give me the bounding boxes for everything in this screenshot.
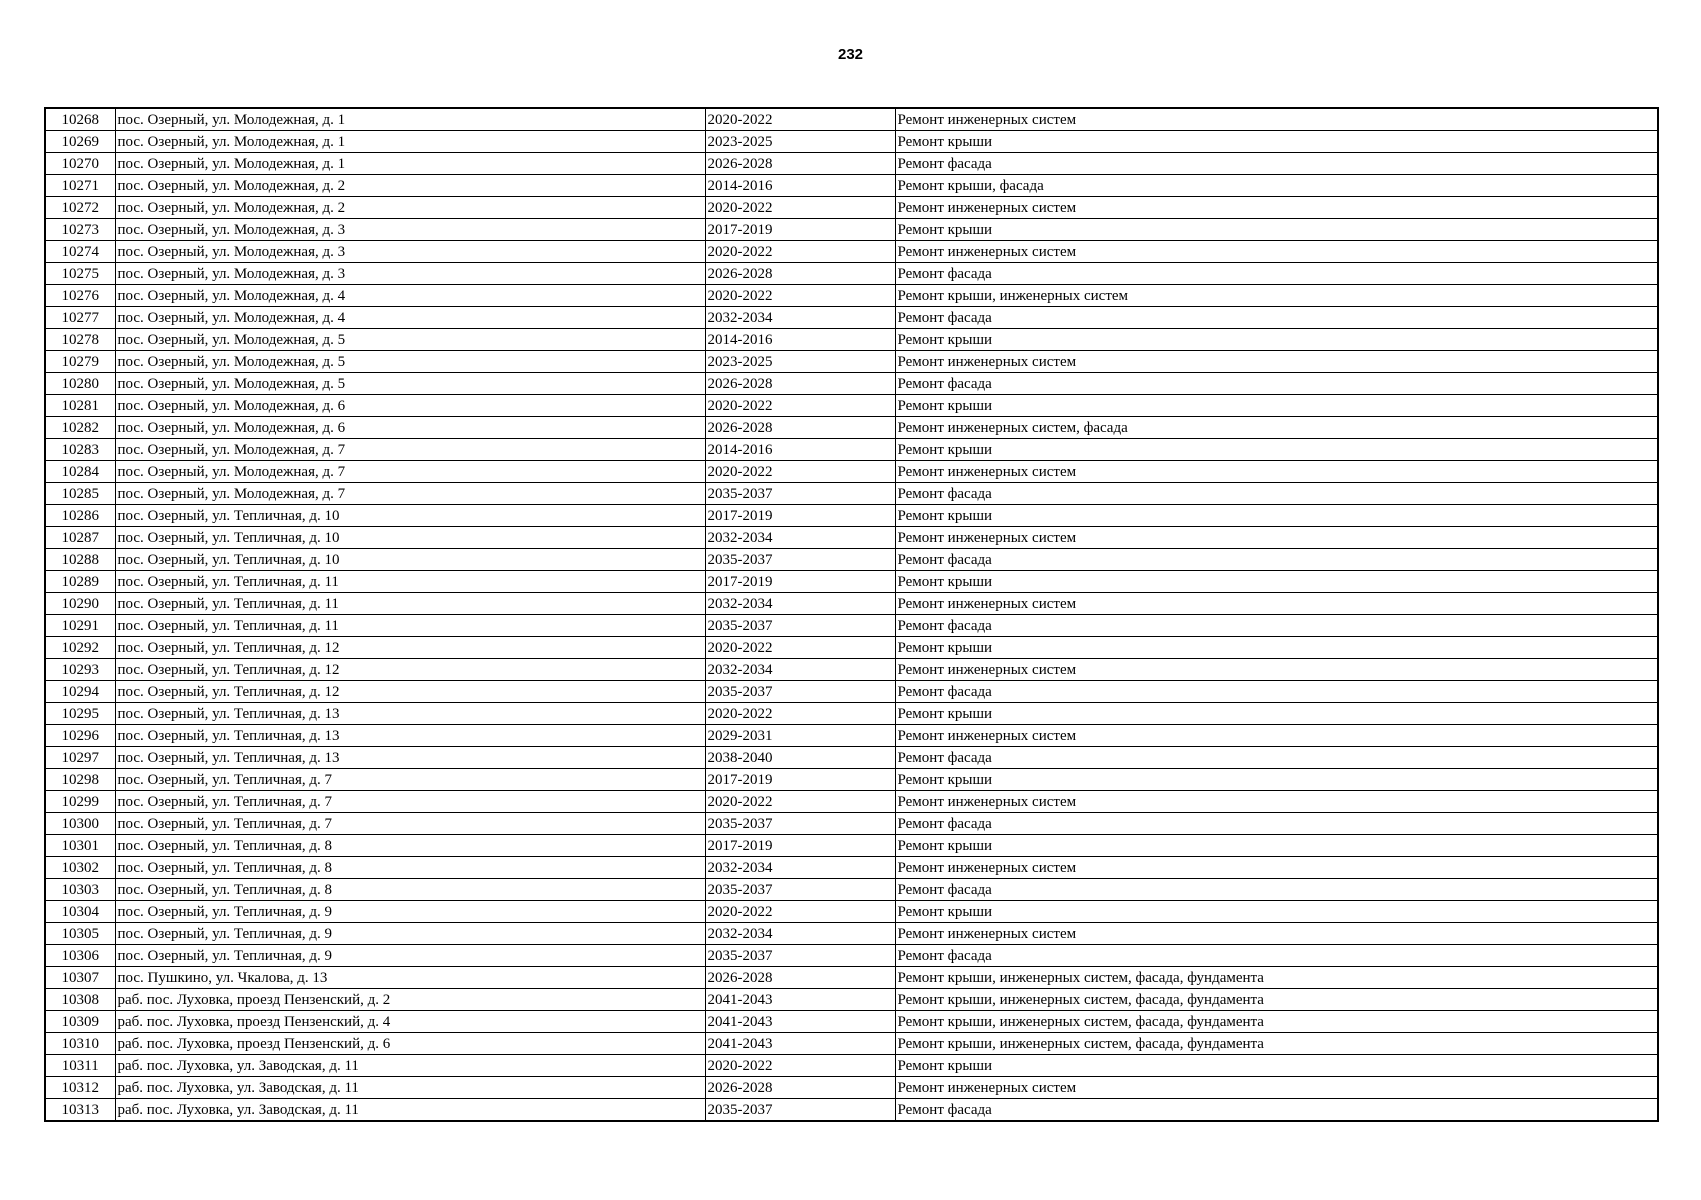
work-type-cell: Ремонт инженерных систем xyxy=(895,351,1658,373)
address-cell: пос. Озерный, ул. Тепличная, д. 8 xyxy=(115,835,705,857)
address-cell: пос. Озерный, ул. Тепличная, д. 7 xyxy=(115,769,705,791)
period-cell: 2023-2025 xyxy=(705,351,895,373)
table-row xyxy=(45,219,1658,241)
table-row xyxy=(45,1099,1658,1122)
table-row xyxy=(45,108,1658,131)
table-row xyxy=(45,791,1658,813)
address-cell: пос. Озерный, ул. Молодежная, д. 6 xyxy=(115,395,705,417)
repair-schedule-table xyxy=(44,107,1659,1122)
row-number-cell: 10272 xyxy=(45,197,115,219)
period-cell: 2014-2016 xyxy=(705,329,895,351)
work-type-cell: Ремонт фасада xyxy=(895,263,1658,285)
period-cell: 2035-2037 xyxy=(705,813,895,835)
work-type-cell: Ремонт фасада xyxy=(895,945,1658,967)
work-type-cell: Ремонт фасада xyxy=(895,483,1658,505)
table-row xyxy=(45,945,1658,967)
period-cell: 2026-2028 xyxy=(705,153,895,175)
work-type-cell: Ремонт фасада xyxy=(895,307,1658,329)
row-number-cell: 10312 xyxy=(45,1077,115,1099)
period-cell: 2026-2028 xyxy=(705,1077,895,1099)
row-number-cell: 10287 xyxy=(45,527,115,549)
work-type-cell: Ремонт фасада xyxy=(895,153,1658,175)
table-row xyxy=(45,1077,1658,1099)
table-row xyxy=(45,593,1658,615)
period-cell: 2035-2037 xyxy=(705,945,895,967)
work-type-cell: Ремонт крыши xyxy=(895,395,1658,417)
row-number-cell: 10271 xyxy=(45,175,115,197)
period-cell: 2020-2022 xyxy=(705,703,895,725)
table-row xyxy=(45,549,1658,571)
address-cell: раб. пос. Луховка, проезд Пензенский, д. 6 xyxy=(115,1033,705,1055)
period-cell: 2035-2037 xyxy=(705,1099,895,1122)
address-cell: пос. Озерный, ул. Тепличная, д. 9 xyxy=(115,945,705,967)
work-type-cell: Ремонт фасада xyxy=(895,747,1658,769)
address-cell: раб. пос. Луховка, проезд Пензенский, д. 4 xyxy=(115,1011,705,1033)
work-type-cell: Ремонт крыши, инженерных систем, фасада, фундамента xyxy=(895,989,1658,1011)
work-type-cell: Ремонт крыши, инженерных систем, фасада, фундамента xyxy=(895,1033,1658,1055)
address-cell: пос. Озерный, ул. Молодежная, д. 1 xyxy=(115,131,705,153)
period-cell: 2014-2016 xyxy=(705,175,895,197)
period-cell: 2038-2040 xyxy=(705,747,895,769)
period-cell: 2035-2037 xyxy=(705,615,895,637)
address-cell: пос. Озерный, ул. Тепличная, д. 10 xyxy=(115,549,705,571)
work-type-cell: Ремонт крыши xyxy=(895,637,1658,659)
address-cell: пос. Озерный, ул. Молодежная, д. 5 xyxy=(115,329,705,351)
row-number-cell: 10299 xyxy=(45,791,115,813)
row-number-cell: 10274 xyxy=(45,241,115,263)
table-row xyxy=(45,835,1658,857)
period-cell: 2020-2022 xyxy=(705,241,895,263)
period-cell: 2017-2019 xyxy=(705,769,895,791)
address-cell: пос. Озерный, ул. Тепличная, д. 10 xyxy=(115,527,705,549)
period-cell: 2017-2019 xyxy=(705,835,895,857)
address-cell: раб. пос. Луховка, ул. Заводская, д. 11 xyxy=(115,1055,705,1077)
row-number-cell: 10296 xyxy=(45,725,115,747)
table-body xyxy=(45,108,1658,1121)
table-row xyxy=(45,615,1658,637)
table-row xyxy=(45,395,1658,417)
row-number-cell: 10305 xyxy=(45,923,115,945)
address-cell: раб. пос. Луховка, ул. Заводская, д. 11 xyxy=(115,1099,705,1122)
table-row xyxy=(45,659,1658,681)
table-row xyxy=(45,483,1658,505)
period-cell: 2032-2034 xyxy=(705,593,895,615)
table-row xyxy=(45,901,1658,923)
table-row xyxy=(45,1055,1658,1077)
page-number: 232 xyxy=(837,46,864,63)
row-number-cell: 10301 xyxy=(45,835,115,857)
table-row xyxy=(45,417,1658,439)
row-number-cell: 10291 xyxy=(45,615,115,637)
work-type-cell: Ремонт крыши xyxy=(895,131,1658,153)
table-row xyxy=(45,307,1658,329)
address-cell: пос. Озерный, ул. Молодежная, д. 3 xyxy=(115,241,705,263)
row-number-cell: 10276 xyxy=(45,285,115,307)
row-number-cell: 10283 xyxy=(45,439,115,461)
table-row xyxy=(45,967,1658,989)
table-row xyxy=(45,241,1658,263)
address-cell: пос. Озерный, ул. Тепличная, д. 8 xyxy=(115,857,705,879)
row-number-cell: 10268 xyxy=(45,108,115,131)
row-number-cell: 10277 xyxy=(45,307,115,329)
address-cell: пос. Озерный, ул. Молодежная, д. 2 xyxy=(115,175,705,197)
address-cell: пос. Озерный, ул. Тепличная, д. 8 xyxy=(115,879,705,901)
period-cell: 2014-2016 xyxy=(705,439,895,461)
period-cell: 2020-2022 xyxy=(705,108,895,131)
work-type-cell: Ремонт инженерных систем xyxy=(895,108,1658,131)
table-row xyxy=(45,703,1658,725)
row-number-cell: 10289 xyxy=(45,571,115,593)
row-number-cell: 10290 xyxy=(45,593,115,615)
period-cell: 2023-2025 xyxy=(705,131,895,153)
row-number-cell: 10295 xyxy=(45,703,115,725)
table-row xyxy=(45,923,1658,945)
work-type-cell: Ремонт инженерных систем xyxy=(895,659,1658,681)
address-cell: пос. Озерный, ул. Молодежная, д. 4 xyxy=(115,285,705,307)
table-row xyxy=(45,263,1658,285)
work-type-cell: Ремонт крыши xyxy=(895,329,1658,351)
address-cell: пос. Озерный, ул. Тепличная, д. 12 xyxy=(115,637,705,659)
work-type-cell: Ремонт крыши xyxy=(895,703,1658,725)
period-cell: 2017-2019 xyxy=(705,571,895,593)
row-number-cell: 10292 xyxy=(45,637,115,659)
table-row xyxy=(45,1011,1658,1033)
period-cell: 2041-2043 xyxy=(705,1011,895,1033)
work-type-cell: Ремонт фасада xyxy=(895,879,1658,901)
period-cell: 2020-2022 xyxy=(705,197,895,219)
work-type-cell: Ремонт инженерных систем xyxy=(895,791,1658,813)
period-cell: 2035-2037 xyxy=(705,483,895,505)
work-type-cell: Ремонт инженерных систем xyxy=(895,241,1658,263)
period-cell: 2020-2022 xyxy=(705,285,895,307)
table-row xyxy=(45,131,1658,153)
period-cell: 2026-2028 xyxy=(705,263,895,285)
address-cell: пос. Озерный, ул. Тепличная, д. 13 xyxy=(115,725,705,747)
work-type-cell: Ремонт инженерных систем xyxy=(895,1077,1658,1099)
row-number-cell: 10286 xyxy=(45,505,115,527)
period-cell: 2029-2031 xyxy=(705,725,895,747)
work-type-cell: Ремонт крыши, фасада xyxy=(895,175,1658,197)
row-number-cell: 10308 xyxy=(45,989,115,1011)
table-row xyxy=(45,1033,1658,1055)
work-type-cell: Ремонт крыши xyxy=(895,219,1658,241)
work-type-cell: Ремонт инженерных систем xyxy=(895,725,1658,747)
period-cell: 2035-2037 xyxy=(705,681,895,703)
period-cell: 2032-2034 xyxy=(705,923,895,945)
period-cell: 2017-2019 xyxy=(705,219,895,241)
row-number-cell: 10313 xyxy=(45,1099,115,1122)
address-cell: пос. Пушкино, ул. Чкалова, д. 13 xyxy=(115,967,705,989)
table-row xyxy=(45,571,1658,593)
work-type-cell: Ремонт крыши, инженерных систем, фасада, фундамента xyxy=(895,967,1658,989)
work-type-cell: Ремонт фасада xyxy=(895,813,1658,835)
row-number-cell: 10285 xyxy=(45,483,115,505)
period-cell: 2035-2037 xyxy=(705,879,895,901)
table-row xyxy=(45,681,1658,703)
address-cell: пос. Озерный, ул. Молодежная, д. 7 xyxy=(115,483,705,505)
row-number-cell: 10300 xyxy=(45,813,115,835)
address-cell: пос. Озерный, ул. Тепличная, д. 7 xyxy=(115,791,705,813)
address-cell: пос. Озерный, ул. Тепличная, д. 11 xyxy=(115,615,705,637)
row-number-cell: 10298 xyxy=(45,769,115,791)
work-type-cell: Ремонт инженерных систем xyxy=(895,593,1658,615)
row-number-cell: 10302 xyxy=(45,857,115,879)
row-number-cell: 10284 xyxy=(45,461,115,483)
work-type-cell: Ремонт фасада xyxy=(895,681,1658,703)
table-row xyxy=(45,153,1658,175)
table-row xyxy=(45,373,1658,395)
period-cell: 2026-2028 xyxy=(705,967,895,989)
address-cell: раб. пос. Луховка, проезд Пензенский, д. 2 xyxy=(115,989,705,1011)
table-row xyxy=(45,527,1658,549)
table-row xyxy=(45,989,1658,1011)
row-number-cell: 10280 xyxy=(45,373,115,395)
row-number-cell: 10306 xyxy=(45,945,115,967)
address-cell: пос. Озерный, ул. Молодежная, д. 1 xyxy=(115,108,705,131)
period-cell: 2032-2034 xyxy=(705,857,895,879)
work-type-cell: Ремонт инженерных систем xyxy=(895,197,1658,219)
address-cell: пос. Озерный, ул. Молодежная, д. 1 xyxy=(115,153,705,175)
work-type-cell: Ремонт крыши, инженерных систем xyxy=(895,285,1658,307)
row-number-cell: 10307 xyxy=(45,967,115,989)
period-cell: 2020-2022 xyxy=(705,461,895,483)
period-cell: 2020-2022 xyxy=(705,901,895,923)
table-row xyxy=(45,879,1658,901)
period-cell: 2020-2022 xyxy=(705,395,895,417)
row-number-cell: 10273 xyxy=(45,219,115,241)
work-type-cell: Ремонт крыши xyxy=(895,1055,1658,1077)
address-cell: раб. пос. Луховка, ул. Заводская, д. 11 xyxy=(115,1077,705,1099)
period-cell: 2020-2022 xyxy=(705,791,895,813)
address-cell: пос. Озерный, ул. Тепличная, д. 11 xyxy=(115,593,705,615)
period-cell: 2020-2022 xyxy=(705,1055,895,1077)
work-type-cell: Ремонт крыши xyxy=(895,901,1658,923)
table-row xyxy=(45,747,1658,769)
period-cell: 2017-2019 xyxy=(705,505,895,527)
table-row xyxy=(45,813,1658,835)
work-type-cell: Ремонт крыши xyxy=(895,439,1658,461)
table-row xyxy=(45,769,1658,791)
table-row xyxy=(45,637,1658,659)
row-number-cell: 10293 xyxy=(45,659,115,681)
work-type-cell: Ремонт инженерных систем xyxy=(895,461,1658,483)
row-number-cell: 10278 xyxy=(45,329,115,351)
work-type-cell: Ремонт инженерных систем xyxy=(895,923,1658,945)
table-row xyxy=(45,197,1658,219)
work-type-cell: Ремонт фасада xyxy=(895,549,1658,571)
period-cell: 2041-2043 xyxy=(705,1033,895,1055)
table-row xyxy=(45,461,1658,483)
work-type-cell: Ремонт фасада xyxy=(895,1099,1658,1122)
address-cell: пос. Озерный, ул. Молодежная, д. 5 xyxy=(115,373,705,395)
table-row xyxy=(45,505,1658,527)
work-type-cell: Ремонт инженерных систем xyxy=(895,857,1658,879)
work-type-cell: Ремонт крыши xyxy=(895,505,1658,527)
period-cell: 2026-2028 xyxy=(705,373,895,395)
row-number-cell: 10275 xyxy=(45,263,115,285)
period-cell: 2032-2034 xyxy=(705,527,895,549)
period-cell: 2041-2043 xyxy=(705,989,895,1011)
address-cell: пос. Озерный, ул. Тепличная, д. 10 xyxy=(115,505,705,527)
period-cell: 2026-2028 xyxy=(705,417,895,439)
row-number-cell: 10282 xyxy=(45,417,115,439)
table-row xyxy=(45,285,1658,307)
table-row xyxy=(45,329,1658,351)
period-cell: 2032-2034 xyxy=(705,659,895,681)
row-number-cell: 10279 xyxy=(45,351,115,373)
table-row xyxy=(45,175,1658,197)
row-number-cell: 10288 xyxy=(45,549,115,571)
work-type-cell: Ремонт инженерных систем xyxy=(895,527,1658,549)
address-cell: пос. Озерный, ул. Молодежная, д. 4 xyxy=(115,307,705,329)
table-row xyxy=(45,857,1658,879)
address-cell: пос. Озерный, ул. Тепличная, д. 13 xyxy=(115,703,705,725)
row-number-cell: 10270 xyxy=(45,153,115,175)
row-number-cell: 10269 xyxy=(45,131,115,153)
address-cell: пос. Озерный, ул. Тепличная, д. 11 xyxy=(115,571,705,593)
table-row xyxy=(45,725,1658,747)
address-cell: пос. Озерный, ул. Молодежная, д. 7 xyxy=(115,439,705,461)
row-number-cell: 10294 xyxy=(45,681,115,703)
period-cell: 2020-2022 xyxy=(705,637,895,659)
address-cell: пос. Озерный, ул. Молодежная, д. 5 xyxy=(115,351,705,373)
address-cell: пос. Озерный, ул. Тепличная, д. 12 xyxy=(115,681,705,703)
address-cell: пос. Озерный, ул. Тепличная, д. 9 xyxy=(115,901,705,923)
period-cell: 2035-2037 xyxy=(705,549,895,571)
period-cell: 2032-2034 xyxy=(705,307,895,329)
address-cell: пос. Озерный, ул. Молодежная, д. 6 xyxy=(115,417,705,439)
work-type-cell: Ремонт крыши, инженерных систем, фасада, фундамента xyxy=(895,1011,1658,1033)
table-row xyxy=(45,439,1658,461)
address-cell: пос. Озерный, ул. Тепличная, д. 13 xyxy=(115,747,705,769)
address-cell: пос. Озерный, ул. Молодежная, д. 3 xyxy=(115,219,705,241)
address-cell: пос. Озерный, ул. Молодежная, д. 7 xyxy=(115,461,705,483)
work-type-cell: Ремонт фасада xyxy=(895,373,1658,395)
address-cell: пос. Озерный, ул. Тепличная, д. 7 xyxy=(115,813,705,835)
work-type-cell: Ремонт крыши xyxy=(895,769,1658,791)
row-number-cell: 10281 xyxy=(45,395,115,417)
address-cell: пос. Озерный, ул. Тепличная, д. 9 xyxy=(115,923,705,945)
work-type-cell: Ремонт крыши xyxy=(895,571,1658,593)
address-cell: пос. Озерный, ул. Молодежная, д. 2 xyxy=(115,197,705,219)
work-type-cell: Ремонт крыши xyxy=(895,835,1658,857)
address-cell: пос. Озерный, ул. Молодежная, д. 3 xyxy=(115,263,705,285)
table-row xyxy=(45,351,1658,373)
row-number-cell: 10309 xyxy=(45,1011,115,1033)
address-cell: пос. Озерный, ул. Тепличная, д. 12 xyxy=(115,659,705,681)
work-type-cell: Ремонт инженерных систем, фасада xyxy=(895,417,1658,439)
row-number-cell: 10303 xyxy=(45,879,115,901)
row-number-cell: 10297 xyxy=(45,747,115,769)
row-number-cell: 10310 xyxy=(45,1033,115,1055)
row-number-cell: 10311 xyxy=(45,1055,115,1077)
work-type-cell: Ремонт фасада xyxy=(895,615,1658,637)
row-number-cell: 10304 xyxy=(45,901,115,923)
